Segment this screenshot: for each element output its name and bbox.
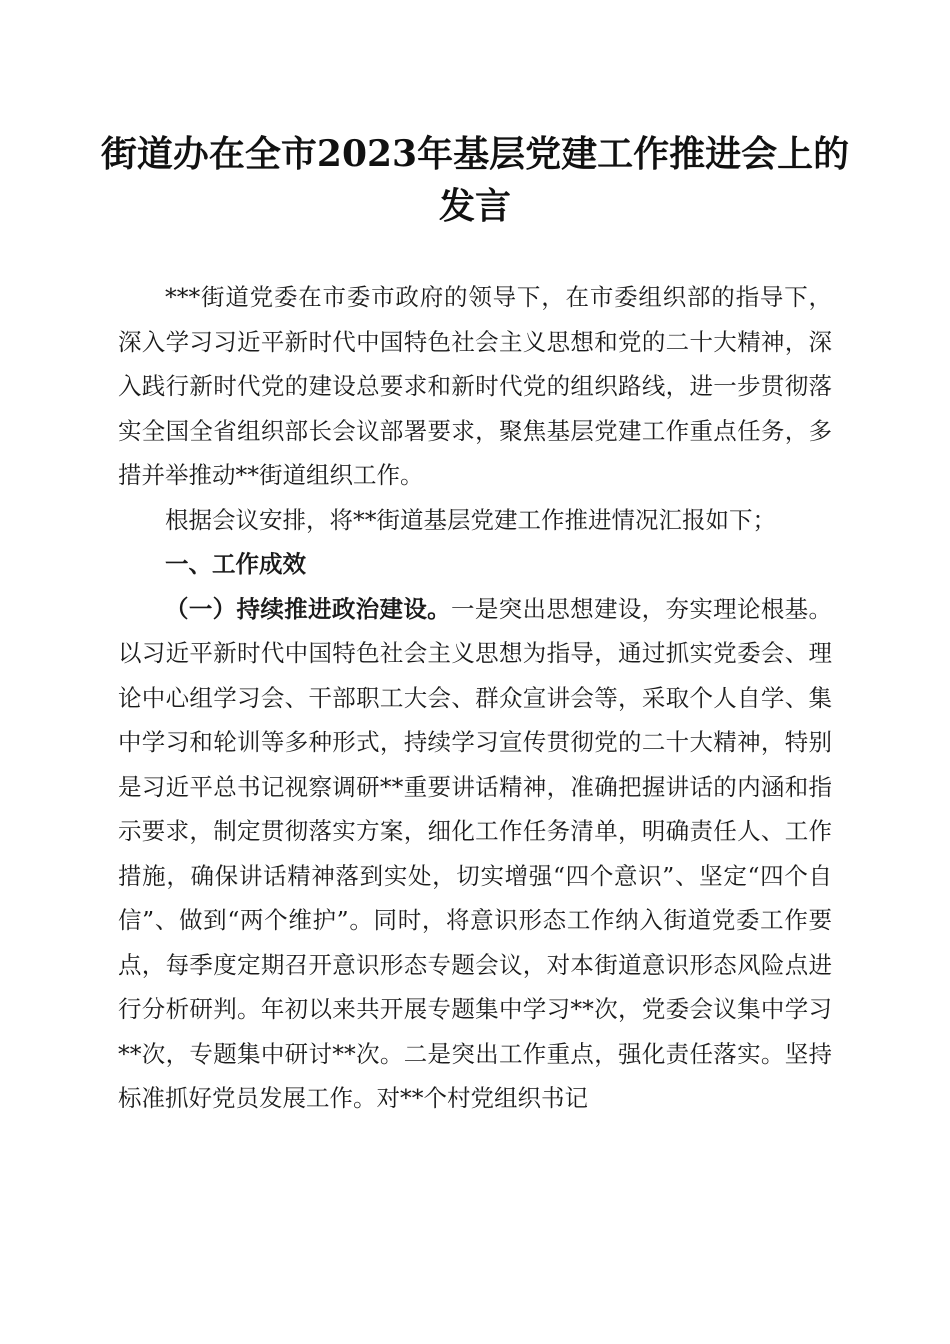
intro-paragraph: ***街道党委在市委市政府的领导下，在市委组织部的指导下，深入学习习近平新时代中国特色社会主义思想和党的二十大精神，深入践行新时代党的建设总要求和新时代党的组织路线，进一步贯彻落实全国全省组织部长会议部署要求，聚焦基层党建工作重点任务，多措并举推动**街道组织工作。 <box>118 283 832 489</box>
subsection-paragraph <box>118 587 832 1121</box>
report-intro-paragraph: 根据会议安排，将**街道基层党建工作推进情况汇报如下； <box>165 505 776 534</box>
section-heading: 一、工作成效 <box>165 550 306 578</box>
document-body <box>118 275 832 1121</box>
subsection-heading: （一）持续推进政治建设。 <box>165 594 451 623</box>
subsection-body: 一是突出思想建设，夯实理论根基。以习近平新时代中国特色社会主义思想为指导，通过抓实党委会、理论中心组学习会、干部职工大会、群众宣讲会等，采取个人自学、集中学习和轮训等多种形式，持续学习宣传贯彻党的二十大精神，特别是习近平总书记视察调研**重要讲话精神，准确把握讲话的内涵和指示要求，制定贯彻落实方案，细化工作任务清单，明确责任人、工作措施，确保讲话精神落到实处，切实增强“四个意识”、坚定“四个自信”、做到“两个维护”。同时，将意识形态工作纳入街道党委工作要点，每季度定期召开意识形态专题会议，对本街道意识形态风险点进行分析研判。年初以来共开展专题集中学习**次，党委会议集中学习**次，专题集中研讨**次。二是突出工作重点，强化责任落实。坚持标准抓好党员发展工作。对**个村党组织书记 <box>118 594 832 1112</box>
document-title: 街道办在全市2023年基层党建工作推进会上的发言 <box>100 133 850 227</box>
